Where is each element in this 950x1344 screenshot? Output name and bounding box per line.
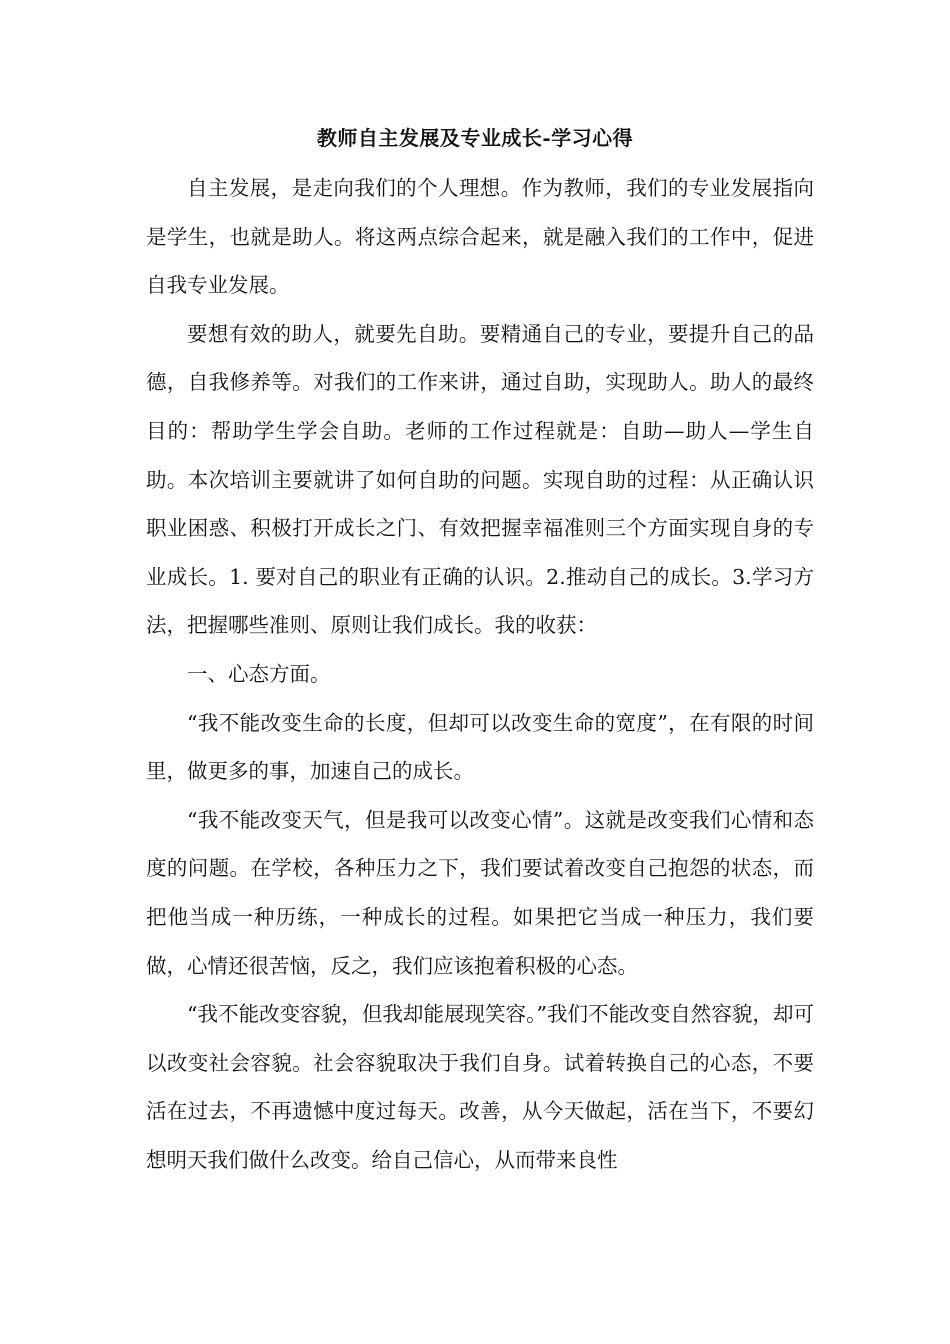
paragraph-life-width: “我不能改变生命的长度，但却可以改变生命的宽度”，在有限的时间里，做更多的事，加速自己的成长。 <box>146 710 814 784</box>
paragraph-smile: “我不能改变容貌，但我却能展现笑容。”我们不能改变自然容貌，却可以改变社会容貌。社会容貌取决于我们自身。试着转换自己的心态，不要活在过去，不再遗憾中度过每天。改善，从今天做起，活在当下，不要幻想明天我们做什么改变。给自己信心，从而带来良性 <box>146 1002 814 1172</box>
section-heading-mindset: 一、心态方面。 <box>187 661 331 686</box>
document-body <box>146 164 814 1184</box>
paragraph-weather-mood: “我不能改变天气，但是我可以改变心情”。这就是改变我们心情和态度的问题。在学校，各种压力之下，我们要试着改变自己抱怨的状态，而把他当成一种历练，一种成长的过程。如果把它当成一种压力，我们要做，心情还很苦恼，反之，我们应该抱着积极的心态。 <box>146 807 814 978</box>
paragraph-self-help: 要想有效的助人，就要先自助。要精通自己的专业，要提升自己的品德，自我修养等。对我们的工作来讲，通过自助，实现助人。助人的最终目的：帮助学生学会自助。老师的工作过程就是：自助—助人—学生自助。本次培训主要就讲了如何自助的问题。实现自助的过程：从正确认识职业困惑、积极打开成长之门、有效把握幸福准则三个方面实现自身的专业成长。1. 要对自己的职业有正确的认识。2.推动自己的成长。3.学习方法，把握哪些准则、原则让我们成长。我的收获： <box>146 321 814 638</box>
document-title: 教师自主发展及专业成长-学习心得 <box>316 126 634 150</box>
paragraph-intro: 自主发展，是走向我们的个人理想。作为教师，我们的专业发展指向是学生，也就是助人。将这两点综合起来，就是融入我们的工作中，促进自我专业发展。 <box>146 176 814 298</box>
